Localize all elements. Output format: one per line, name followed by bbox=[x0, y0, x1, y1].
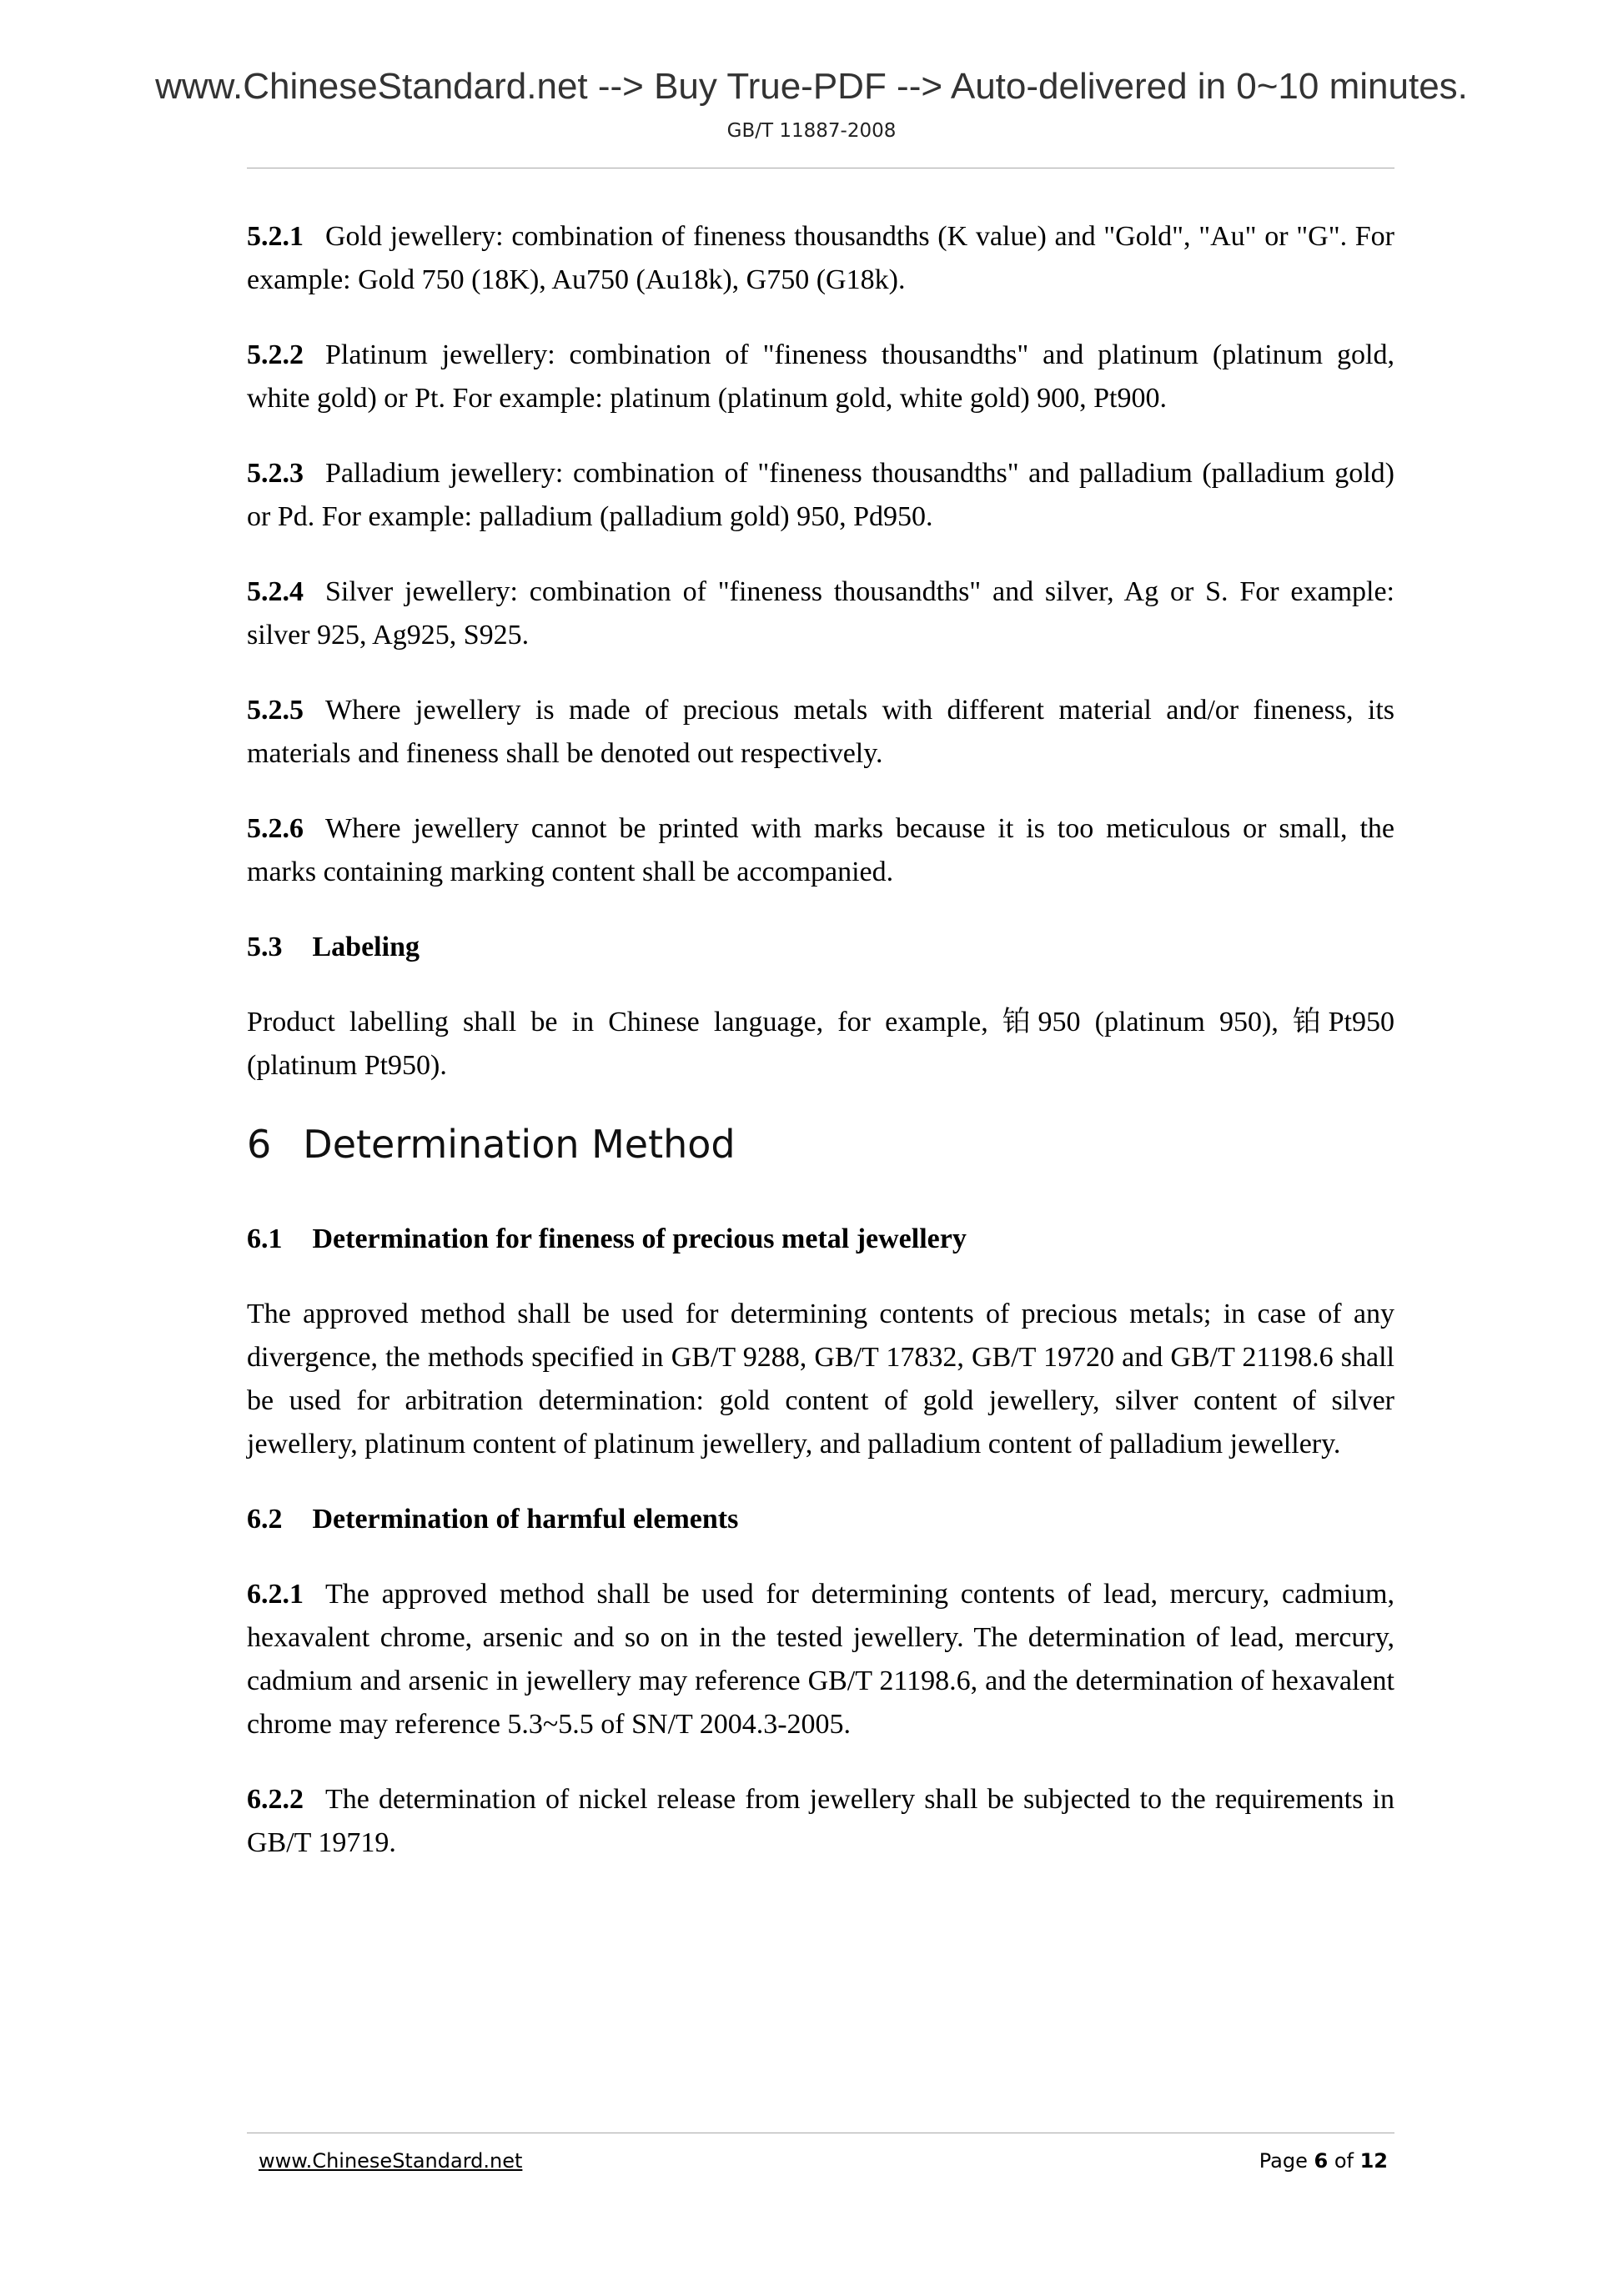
clause-text: The determination of nickel release from jewellery shall be subjected to the requirements in GB/T 19719. bbox=[247, 1784, 1394, 1858]
clause-6-2-2 bbox=[247, 1778, 1394, 1865]
clause-number: 5.2.5 bbox=[247, 695, 304, 726]
section-number: 6 bbox=[247, 1122, 272, 1167]
heading-number: 5.3 bbox=[247, 932, 283, 962]
page-separator: of bbox=[1328, 2149, 1360, 2173]
clause-number: 5.2.3 bbox=[247, 458, 304, 489]
page-current: 6 bbox=[1314, 2149, 1329, 2173]
clause-5-2-3 bbox=[247, 452, 1394, 539]
clause-text: Gold jewellery: combination of fineness thousandths (K value) and "Gold", "Au" or "G". For example: Gold 750 (18K), Au750 (Au18k), G750 (G18k). bbox=[247, 221, 1394, 295]
clause-6-1-text: The approved method shall be used for determining contents of precious metals; in case of any divergence, the methods specified in GB/T 9288, GB/T 17832, GB/T 19720 and GB/T 21198.6 shall be used for arbitration determination: gold content of gold jewellery, silver content of silver jewellery, platinum content of platinum jewellery, and palladium content of palladium jewellery. bbox=[247, 1299, 1394, 1459]
heading-6-1 bbox=[247, 1218, 1394, 1261]
heading-number: 6.1 bbox=[247, 1223, 283, 1254]
header-banner: www.ChineseStandard.net --> Buy True-PDF --> Auto-delivered in 0~10 minutes. bbox=[155, 66, 1468, 107]
standard-code: GB/T 11887-2008 bbox=[726, 120, 897, 142]
heading-6-2 bbox=[247, 1498, 1394, 1541]
clause-5-2-1 bbox=[247, 215, 1394, 302]
clause-number: 6.2.2 bbox=[247, 1784, 304, 1815]
clause-5-3-text: Product labelling shall be in Chinese language, for example, 铂950 (platinum 950), 铂Pt950 (platinum Pt950). bbox=[247, 1007, 1394, 1081]
clause-number: 5.2.2 bbox=[247, 339, 304, 370]
clause-number: 6.2.1 bbox=[247, 1579, 304, 1610]
clause-text: Where jewellery is made of precious metals with different material and/or fineness, its materials and fineness shall be denoted out respectively. bbox=[247, 695, 1394, 769]
clause-text: Palladium jewellery: combination of "fineness thousandths" and palladium (palladium gold) or Pd. For example: palladium (palladium gold) 950, Pd950. bbox=[247, 458, 1394, 532]
clause-number: 5.2.4 bbox=[247, 576, 304, 607]
clause-text: Platinum jewellery: combination of "fineness thousandths" and platinum (platinum gold, white gold) or Pt. For example: platinum (platinum gold, white gold) 900, Pt900. bbox=[247, 339, 1394, 414]
heading-5-3 bbox=[247, 926, 1394, 969]
clause-5-2-6 bbox=[247, 807, 1394, 894]
clause-5-2-4 bbox=[247, 570, 1394, 657]
footer-site-link[interactable]: www.ChineseStandard.net bbox=[259, 2149, 523, 2173]
section-heading-6 bbox=[247, 1119, 1394, 1169]
page-total: 12 bbox=[1359, 2149, 1388, 2173]
document-body bbox=[247, 215, 1394, 1897]
clause-number: 5.2.1 bbox=[247, 221, 304, 252]
clause-5-2-2 bbox=[247, 334, 1394, 420]
heading-number: 6.2 bbox=[247, 1504, 283, 1535]
clause-6-2-1 bbox=[247, 1573, 1394, 1746]
clause-5-2-5 bbox=[247, 689, 1394, 776]
section-title: Determination Method bbox=[303, 1122, 736, 1167]
clause-text: The approved method shall be used for determining contents of lead, mercury, cadmium, hexavalent chrome, arsenic and so on in the tested jewellery. The determination of lead, mercury, cadmium and arsenic in jewellery may reference GB/T 21198.6, and the determination of hexavalent chrome may reference 5.3~5.5 of SN/T 2004.3-2005. bbox=[247, 1579, 1394, 1740]
clause-text: Where jewellery cannot be printed with marks because it is too meticulous or small, the marks containing marking content shall be accompanied. bbox=[247, 813, 1394, 887]
heading-title: Labeling bbox=[312, 932, 420, 962]
clause-number: 5.2.6 bbox=[247, 813, 304, 844]
clause-text: Silver jewellery: combination of "fineness thousandths" and silver, Ag or S. For example: silver 925, Ag925, S925. bbox=[247, 576, 1394, 651]
heading-title: Determination for fineness of precious metal jewellery bbox=[312, 1223, 967, 1254]
heading-title: Determination of harmful elements bbox=[312, 1504, 739, 1535]
page-number bbox=[1259, 2147, 1388, 2175]
page-prefix: Page bbox=[1259, 2149, 1314, 2173]
